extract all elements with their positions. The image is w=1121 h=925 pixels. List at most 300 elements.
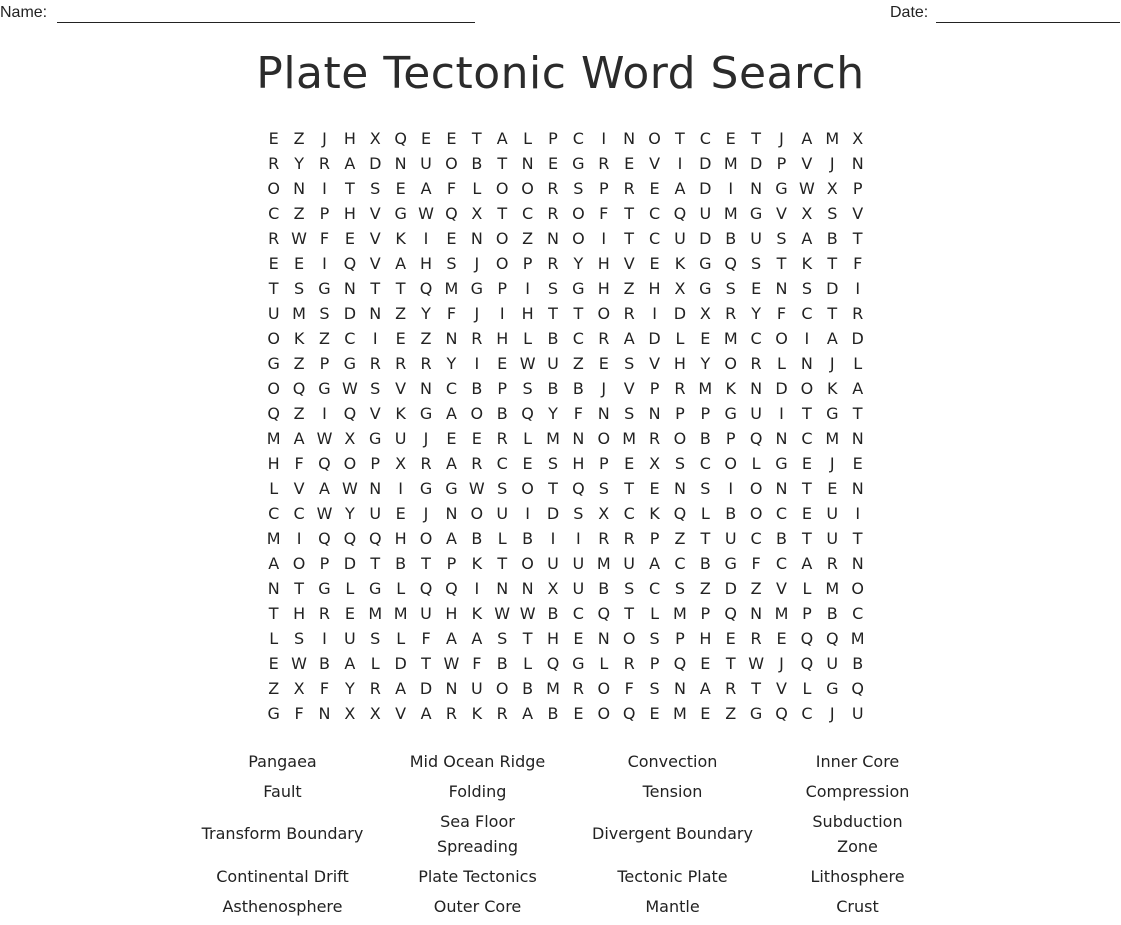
grid-cell: V xyxy=(649,154,661,173)
grid-cell: C xyxy=(293,504,305,523)
grid-cell: H xyxy=(343,204,356,223)
grid-cell: C xyxy=(268,504,280,523)
grid-cell: N xyxy=(750,379,763,398)
grid-cell: W xyxy=(341,479,358,498)
grid-cell: O xyxy=(749,504,763,523)
grid-cell: Z xyxy=(293,354,305,373)
grid-cell: G xyxy=(419,479,433,498)
grid-cell: Q xyxy=(597,604,611,623)
grid-cell: G xyxy=(749,204,763,223)
grid-row xyxy=(261,251,870,276)
grid-cell: L xyxy=(345,579,355,598)
grid-cell: J xyxy=(779,654,784,673)
grid-cell: J xyxy=(829,354,835,373)
grid-cell: R xyxy=(395,354,407,373)
grid-cell: X xyxy=(547,579,559,598)
grid-cell: Q xyxy=(521,404,534,423)
grid-cell: B xyxy=(547,379,559,398)
grid-cell: W xyxy=(519,604,536,623)
grid-cell: G xyxy=(343,354,357,373)
grid-cell: D xyxy=(826,279,839,298)
grid-cell: T xyxy=(370,279,381,298)
grid-cell: M xyxy=(850,629,865,648)
grid-cell: O xyxy=(622,629,636,648)
grid-cell: H xyxy=(521,304,534,323)
grid-cell: S xyxy=(827,204,838,223)
grid-cell: S xyxy=(446,254,457,273)
grid-cell: X xyxy=(293,679,305,698)
grid-cell: D xyxy=(343,554,357,573)
grid-cell: O xyxy=(572,229,585,248)
grid-cell: A xyxy=(522,704,534,723)
grid-cell: L xyxy=(269,629,279,648)
grid-cell: K xyxy=(395,404,406,423)
word-text: Divergent Boundary xyxy=(592,824,753,843)
grid-cell: I xyxy=(525,504,530,523)
grid-cell: C xyxy=(522,204,534,223)
grid-cell: E xyxy=(395,504,406,523)
grid-cell: R xyxy=(750,629,762,648)
grid-cell: X xyxy=(598,504,610,523)
grid-cell: N xyxy=(369,479,382,498)
grid-cell: T xyxy=(852,404,863,423)
grid-cell: Y xyxy=(548,404,558,423)
grid-cell: Q xyxy=(724,604,738,623)
grid-cell: Q xyxy=(445,579,458,598)
grid-cell: A xyxy=(319,479,330,498)
grid-cell: X xyxy=(801,204,813,223)
grid-cell: N xyxy=(597,629,610,648)
grid-cell: Z xyxy=(293,204,305,223)
grid-cell: O xyxy=(673,429,687,448)
grid-cell: I xyxy=(322,254,327,273)
grid-cell: W xyxy=(468,479,485,498)
grid-cell: R xyxy=(623,529,635,548)
grid-cell: B xyxy=(318,654,330,673)
grid-cell: T xyxy=(421,654,431,673)
grid-cell: H xyxy=(496,329,509,348)
grid-cell: Y xyxy=(344,679,355,698)
grid-cell: W xyxy=(291,654,307,673)
grid-cell: F xyxy=(751,554,761,573)
grid-cell: Q xyxy=(775,704,788,723)
grid-cell: Q xyxy=(825,629,839,648)
grid-cell: G xyxy=(699,254,712,273)
grid-cell: G xyxy=(572,154,585,173)
grid-cell: T xyxy=(802,404,812,423)
grid-cell: H xyxy=(343,129,356,148)
grid-cell: N xyxy=(420,379,433,398)
word-text: Sea Floor xyxy=(440,811,515,831)
grid-cell: X xyxy=(649,454,661,473)
grid-cell: V xyxy=(369,404,381,423)
grid-cell: B xyxy=(725,504,737,523)
grid-cell: O xyxy=(267,329,280,348)
grid-cell: Q xyxy=(445,204,458,223)
grid-cell: A xyxy=(420,704,432,723)
word-text: Mantle xyxy=(645,896,700,916)
grid-row xyxy=(261,376,870,401)
word-list-item xyxy=(770,776,945,806)
grid-cell: V xyxy=(623,254,635,273)
grid-cell: B xyxy=(572,379,584,398)
grid-cell: S xyxy=(522,379,533,398)
grid-cell: H xyxy=(420,254,433,273)
grid-cell: S xyxy=(624,354,635,373)
grid-cell: T xyxy=(802,529,812,548)
grid-cell: N xyxy=(547,229,559,248)
grid-cell: I xyxy=(804,329,810,348)
grid-cell: K xyxy=(471,604,483,623)
grid-cell: E xyxy=(776,629,787,648)
grid-cell: O xyxy=(521,479,534,498)
grid-cell: O xyxy=(495,229,509,248)
word-text: Spreading xyxy=(436,836,519,856)
grid-cell: N xyxy=(851,429,864,448)
grid-cell: N xyxy=(800,354,813,373)
grid-cell: K xyxy=(395,229,406,248)
grid-row xyxy=(261,351,870,376)
grid-cell: A xyxy=(344,154,356,173)
grid-cell: T xyxy=(548,304,558,323)
grid-cell: F xyxy=(599,204,609,223)
grid-cell: Y xyxy=(573,254,584,273)
word-list-item xyxy=(770,891,945,921)
grid-cell: E xyxy=(268,654,279,673)
grid-cell: M xyxy=(596,554,611,573)
grid-cell: N xyxy=(750,604,763,623)
grid-cell: T xyxy=(294,579,304,598)
grid-cell: L xyxy=(370,654,380,673)
grid-cell: F xyxy=(319,229,330,248)
word-text: Transform Boundary xyxy=(201,824,364,843)
grid-cell: J xyxy=(829,454,835,473)
grid-cell: B xyxy=(598,579,610,598)
grid-cell: L xyxy=(675,329,685,348)
grid-cell: H xyxy=(648,279,661,298)
grid-cell: Q xyxy=(419,579,433,598)
grid-cell: O xyxy=(597,429,611,448)
grid-cell: M xyxy=(393,604,408,623)
grid-cell: E xyxy=(624,454,635,473)
grid-cell: N xyxy=(496,579,509,598)
grid-cell: S xyxy=(801,279,812,298)
grid-cell: R xyxy=(547,254,559,273)
grid-cell: T xyxy=(827,254,838,273)
grid-cell: R xyxy=(420,454,432,473)
grid-cell: U xyxy=(547,354,559,373)
grid-cell: U xyxy=(623,554,636,573)
grid-cell: G xyxy=(419,404,433,423)
grid-cell: J xyxy=(423,504,429,523)
grid-cell: G xyxy=(775,454,788,473)
grid-cell: X xyxy=(471,204,483,223)
grid-cell: Y xyxy=(344,504,355,523)
grid-cell: L xyxy=(650,604,660,623)
grid-cell: I xyxy=(779,404,784,423)
grid-cell: O xyxy=(470,404,484,423)
grid-cell: Q xyxy=(394,129,407,148)
grid-cell: U xyxy=(572,579,585,598)
grid-cell: C xyxy=(572,604,584,623)
grid-cell: C xyxy=(496,454,508,473)
grid-cell: X xyxy=(674,279,686,298)
word-list-item xyxy=(575,861,770,891)
grid-cell: N xyxy=(318,704,331,723)
grid-cell: V xyxy=(649,354,661,373)
word-list-item xyxy=(185,891,380,921)
grid-cell: T xyxy=(344,179,355,198)
grid-cell: U xyxy=(394,429,407,448)
grid-cell: B xyxy=(471,529,483,548)
grid-cell: T xyxy=(776,254,787,273)
grid-cell: G xyxy=(267,704,280,723)
grid-cell: I xyxy=(855,279,861,298)
grid-cell: U xyxy=(750,229,762,248)
word-text: Convection xyxy=(627,751,718,771)
grid-cell: R xyxy=(547,179,559,198)
grid-cell: Q xyxy=(343,404,357,423)
grid-cell: B xyxy=(826,604,838,623)
grid-cell: M xyxy=(825,579,840,598)
grid-cell: E xyxy=(725,129,736,148)
grid-cell: E xyxy=(801,454,812,473)
grid-cell: T xyxy=(624,604,635,623)
word-list-item xyxy=(770,861,945,891)
grid-cell: B xyxy=(547,604,559,623)
grid-cell: C xyxy=(572,329,584,348)
grid-cell: R xyxy=(445,704,457,723)
grid-cell: P xyxy=(522,254,533,273)
grid-cell: T xyxy=(725,654,736,673)
grid-cell: N xyxy=(851,554,864,573)
grid-cell: C xyxy=(750,529,762,548)
grid-cell: Q xyxy=(724,254,738,273)
grid-cell: X xyxy=(369,704,381,723)
grid-cell: D xyxy=(369,154,382,173)
grid-cell: G xyxy=(470,279,484,298)
grid-cell: J xyxy=(474,254,480,273)
grid-cell: Q xyxy=(267,404,280,423)
grid-cell: R xyxy=(826,554,838,573)
grid-cell: L xyxy=(751,454,761,473)
grid-cell: R xyxy=(268,154,280,173)
grid-cell: O xyxy=(749,479,763,498)
grid-cell: D xyxy=(699,229,712,248)
grid-cell: Z xyxy=(318,329,330,348)
grid-cell: C xyxy=(344,329,356,348)
grid-cell: O xyxy=(343,454,357,473)
grid-cell: P xyxy=(446,554,457,573)
grid-cell: O xyxy=(267,379,280,398)
grid-cell: U xyxy=(750,404,762,423)
word-list-item xyxy=(380,746,575,776)
grid-cell: M xyxy=(673,604,687,623)
grid-cell: I xyxy=(525,279,530,298)
grid-cell: Y xyxy=(446,354,457,373)
grid-cell: B xyxy=(471,379,483,398)
grid-cell: K xyxy=(725,379,736,398)
grid-cell: U xyxy=(724,529,737,548)
grid-cell: D xyxy=(648,329,661,348)
grid-cell: I xyxy=(576,529,581,548)
grid-cell: R xyxy=(725,679,737,698)
grid-cell: Q xyxy=(749,429,763,448)
grid-cell: B xyxy=(776,529,787,548)
grid-cell: B xyxy=(522,529,534,548)
grid-cell: E xyxy=(649,479,660,498)
grid-row xyxy=(261,626,870,651)
grid-cell: A xyxy=(445,629,457,648)
grid-cell: D xyxy=(546,504,560,523)
grid-cell: X xyxy=(344,429,356,448)
grid-cell: E xyxy=(344,229,355,248)
grid-cell: T xyxy=(751,129,761,148)
grid-cell: R xyxy=(623,179,635,198)
grid-cell: R xyxy=(547,204,559,223)
grid-cell: Z xyxy=(699,579,711,598)
grid-cell: I xyxy=(677,154,683,173)
grid-cell: N xyxy=(750,179,763,198)
grid-cell: L xyxy=(802,579,812,598)
grid-cell: W xyxy=(748,654,765,673)
grid-cell: Z xyxy=(268,679,280,698)
grid-cell: T xyxy=(751,679,761,698)
word-list-item xyxy=(575,746,770,776)
grid-cell: X xyxy=(826,179,838,198)
grid-cell: T xyxy=(852,529,863,548)
grid-cell: T xyxy=(675,129,685,148)
grid-cell: I xyxy=(474,579,480,598)
word-list-item xyxy=(770,806,945,861)
grid-cell: I xyxy=(398,479,403,498)
grid-cell: C xyxy=(775,554,788,573)
grid-cell: X xyxy=(395,454,407,473)
grid-row xyxy=(261,476,870,501)
grid-cell: F xyxy=(294,704,304,723)
grid-cell: U xyxy=(851,704,864,723)
grid-cell: T xyxy=(497,154,508,173)
grid-cell: E xyxy=(573,704,584,723)
grid-cell: C xyxy=(775,504,788,523)
grid-cell: N xyxy=(394,154,407,173)
grid-cell: X xyxy=(344,704,356,723)
grid-cell: Q xyxy=(546,654,560,673)
grid-cell: W xyxy=(316,429,333,448)
grid-cell: G xyxy=(724,554,737,573)
grid-cell: S xyxy=(294,629,305,648)
grid-cell: V xyxy=(395,379,407,398)
grid-cell: Q xyxy=(800,654,814,673)
word-list-item xyxy=(380,891,575,921)
grid-cell: Q xyxy=(673,204,687,223)
grid-cell: D xyxy=(419,679,433,698)
grid-cell: Q xyxy=(368,529,382,548)
grid-cell: K xyxy=(471,554,483,573)
grid-cell: E xyxy=(801,504,812,523)
grid-cell: T xyxy=(395,279,406,298)
grid-cell: U xyxy=(420,154,432,173)
word-text: Plate Tectonics xyxy=(418,866,537,886)
grid-cell: I xyxy=(550,529,556,548)
grid-cell: W xyxy=(418,204,434,223)
grid-cell: G xyxy=(394,204,407,223)
grid-row xyxy=(261,526,870,551)
grid-cell: M xyxy=(825,429,840,448)
grid-cell: V xyxy=(369,254,381,273)
grid-cell: P xyxy=(497,279,508,298)
grid-cell: E xyxy=(294,254,305,273)
word-list-item xyxy=(770,746,945,776)
grid-cell: G xyxy=(318,279,331,298)
grid-cell: P xyxy=(319,354,330,373)
grid-cell: U xyxy=(496,504,509,523)
grid-cell: L xyxy=(472,179,482,198)
grid-cell: N xyxy=(597,404,610,423)
grid-cell: F xyxy=(294,454,304,473)
grid-cell: E xyxy=(624,154,635,173)
grid-cell: E xyxy=(471,429,482,448)
grid-cell: A xyxy=(445,404,457,423)
grid-cell: T xyxy=(268,604,279,623)
grid-cell: A xyxy=(826,329,838,348)
grid-cell: P xyxy=(675,404,685,423)
grid-cell: A xyxy=(293,429,305,448)
grid-cell: A xyxy=(420,179,432,198)
grid-cell: D xyxy=(851,329,864,348)
grid-cell: R xyxy=(420,354,432,373)
grid-cell: Z xyxy=(395,304,407,323)
grid-cell: S xyxy=(573,504,584,523)
grid-cell: R xyxy=(318,604,331,623)
grid-cell: E xyxy=(522,454,533,473)
grid-cell: B xyxy=(699,429,711,448)
word-list-item xyxy=(185,746,380,776)
grid-cell: E xyxy=(395,329,406,348)
grid-cell: S xyxy=(294,279,305,298)
word-list xyxy=(185,746,945,921)
grid-cell: B xyxy=(725,229,737,248)
grid-cell: I xyxy=(855,504,861,523)
word-text: Mid Ocean Ridge xyxy=(409,751,546,771)
grid-cell: D xyxy=(699,179,712,198)
grid-cell: T xyxy=(497,554,508,573)
grid-cell: G xyxy=(572,654,585,673)
grid-cell: N xyxy=(470,229,483,248)
grid-cell: J xyxy=(322,129,327,148)
grid-cell: R xyxy=(572,679,584,698)
grid-cell: G xyxy=(318,379,331,398)
grid-cell: P xyxy=(598,179,609,198)
grid-cell: R xyxy=(674,379,686,398)
grid-cell: B xyxy=(852,654,864,673)
grid-cell: Q xyxy=(673,654,687,673)
grid-cell: W xyxy=(291,229,307,248)
grid-cell: L xyxy=(802,679,812,698)
grid-cell: M xyxy=(292,304,306,323)
grid-cell: W xyxy=(316,504,333,523)
grid-cell: I xyxy=(499,304,505,323)
grid-cell: O xyxy=(521,554,534,573)
word-list-item xyxy=(575,891,770,921)
grid-cell: A xyxy=(268,554,280,573)
grid-cell: S xyxy=(700,479,711,498)
grid-cell: A xyxy=(496,129,508,148)
grid-row xyxy=(261,226,870,251)
grid-cell: F xyxy=(446,179,457,198)
grid-cell: I xyxy=(372,329,378,348)
grid-cell: S xyxy=(497,629,508,648)
